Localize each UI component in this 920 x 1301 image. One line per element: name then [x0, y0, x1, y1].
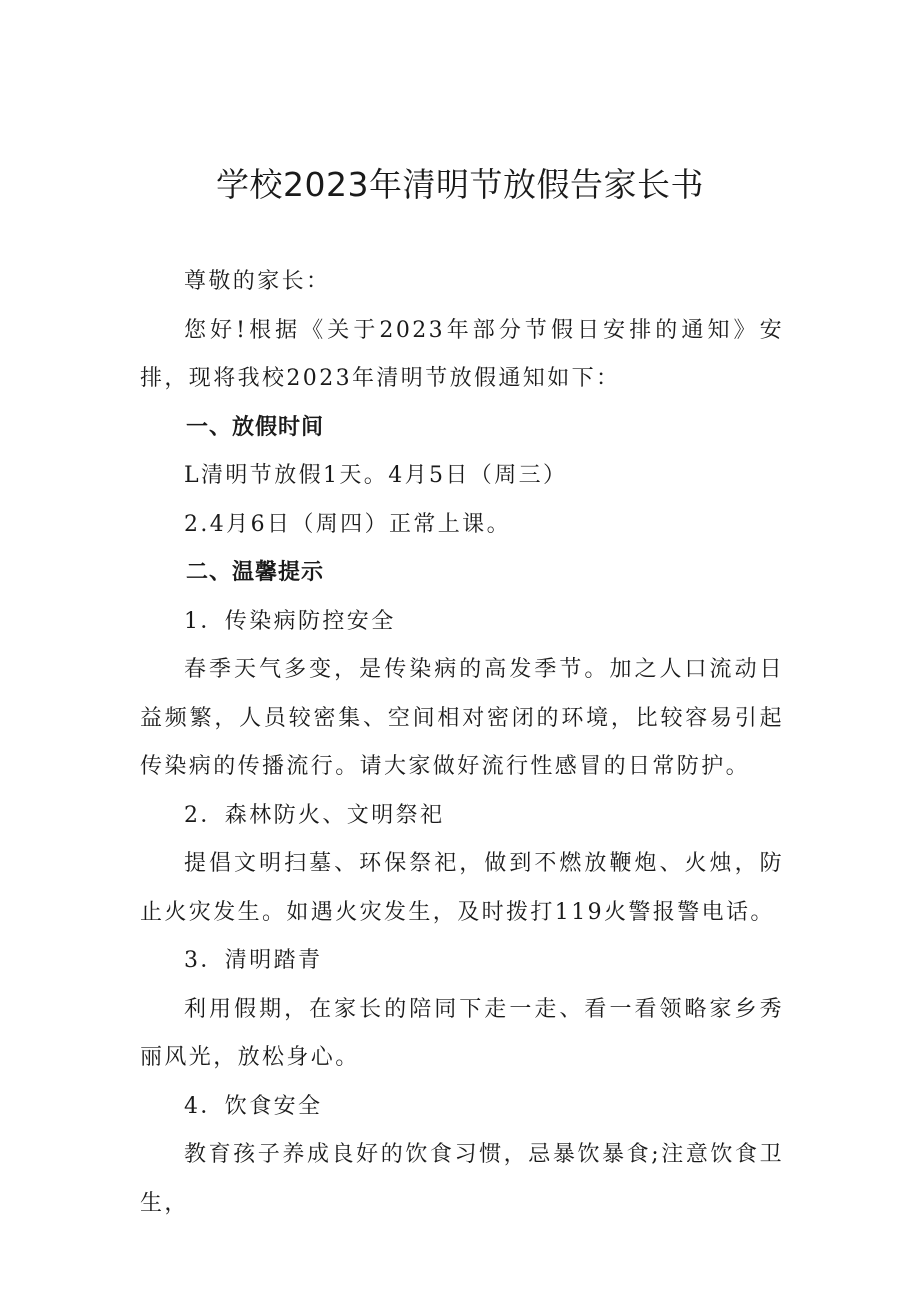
section-heading-tips: 二、温馨提示: [186, 560, 325, 585]
intro-paragraph: 您好!根据《关于2023年部分节假日安排的通知》安排，现将我校2023年清明节放假通知如下：: [140, 317, 784, 391]
greeting: 尊敬的家长：: [184, 269, 331, 294]
tip-1-title: 1．传染病防控安全: [184, 608, 396, 634]
section-heading-holiday-time: 一、放假时间: [186, 414, 325, 440]
tip-3-text: 利用假期，在家长的陪同下走一走、看一看领略家乡秀丽风光，放松身心。: [140, 996, 784, 1070]
holiday-item-2: 2.4月6日（周四）正常上课。: [184, 511, 511, 537]
holiday-item-1: L清明节放假1天。4月5日（周三）: [184, 463, 568, 488]
tip-2-text: 提倡文明扫墓、环保祭祀，做到不燃放鞭炮、火烛，防止火灾发生。如遇火灾发生，及时拨打119火警报警电话。: [140, 851, 784, 925]
tip-1-text: 春季天气多变，是传染病的高发季节。加之人口流动日益频繁，人员较密集、空间相对密闭的环境，比较容易引起传染病的传播流行。请大家做好流行性感冒的日常防护。: [140, 657, 784, 779]
document-title: 学校2023年清明节放假告家长书: [216, 165, 704, 204]
tip-3-title: 3．清明踏青: [184, 948, 323, 973]
document-body: [140, 258, 784, 1228]
tip-4-text: 教育孩子养成良好的饮食习惯，忌暴饮暴食;注意饮食卫生，: [140, 1142, 784, 1216]
tip-2-title: 2．森林防火、文明祭祀: [184, 802, 445, 828]
tip-4-title: 4．饮食安全: [184, 1093, 323, 1119]
